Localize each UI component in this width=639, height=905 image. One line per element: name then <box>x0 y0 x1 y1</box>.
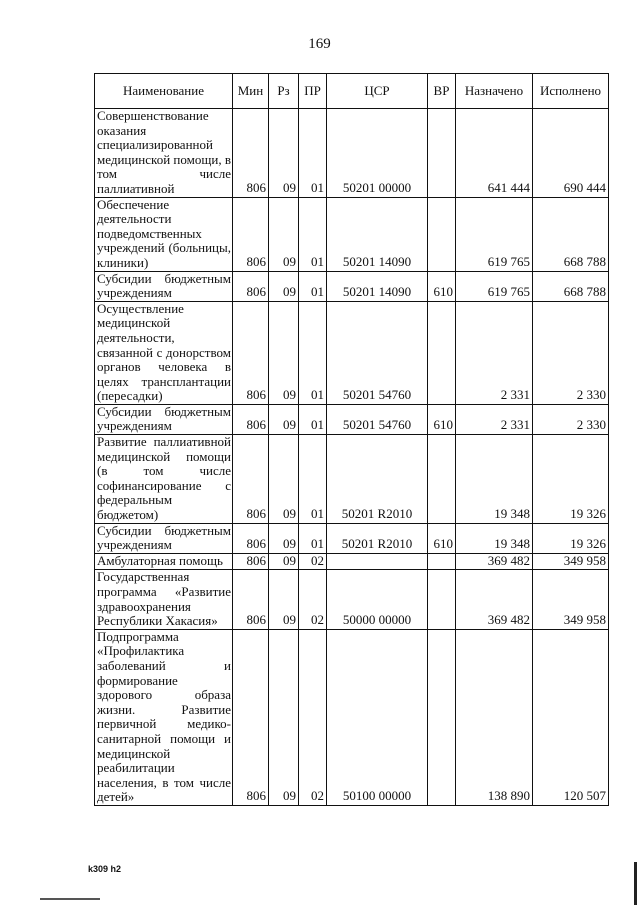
col-header-name: Наименование <box>95 74 233 109</box>
col-header-pr: ПР <box>299 74 327 109</box>
row-csr: 50100 00000 <box>327 629 428 805</box>
row-min: 806 <box>233 197 269 271</box>
row-executed: 19 326 <box>533 523 609 553</box>
row-csr: 50201 14090 <box>327 271 428 301</box>
row-pr: 01 <box>299 109 327 198</box>
row-name: Субсидии бюджетным учреждениям <box>95 404 233 434</box>
row-min: 806 <box>233 523 269 553</box>
row-vr <box>428 197 456 271</box>
table-row <box>95 301 609 404</box>
row-pr: 01 <box>299 301 327 404</box>
row-pr: 01 <box>299 435 327 524</box>
row-min: 806 <box>233 109 269 198</box>
row-rz: 09 <box>269 570 299 629</box>
row-csr: 50201 54760 <box>327 301 428 404</box>
row-assigned: 19 348 <box>456 435 533 524</box>
header-row <box>95 74 609 109</box>
table-row <box>95 404 609 434</box>
col-header-executed: Исполнено <box>533 74 609 109</box>
row-min: 806 <box>233 271 269 301</box>
row-min: 806 <box>233 629 269 805</box>
table-row <box>95 197 609 271</box>
row-assigned: 2 331 <box>456 301 533 404</box>
row-name: Субсидии бюджетным учреждениям <box>95 523 233 553</box>
budget-table <box>94 73 609 806</box>
row-pr: 02 <box>299 553 327 570</box>
row-min: 806 <box>233 570 269 629</box>
row-vr <box>428 301 456 404</box>
row-assigned: 619 765 <box>456 197 533 271</box>
footer-code: k309 h2 <box>88 864 122 874</box>
row-assigned: 619 765 <box>456 271 533 301</box>
scan-edge-mark <box>634 862 637 905</box>
col-header-rz: Рз <box>269 74 299 109</box>
row-pr: 02 <box>299 629 327 805</box>
row-rz: 09 <box>269 197 299 271</box>
scan-bottom-line <box>40 898 100 900</box>
col-header-vr: ВР <box>428 74 456 109</box>
row-min: 806 <box>233 553 269 570</box>
row-executed: 120 507 <box>533 629 609 805</box>
row-rz: 09 <box>269 435 299 524</box>
row-executed: 2 330 <box>533 404 609 434</box>
row-name: Субсидии бюджетным учреждениям <box>95 271 233 301</box>
row-name: Амбулаторная помощь <box>95 553 233 570</box>
table-row <box>95 109 609 198</box>
row-vr <box>428 570 456 629</box>
row-min: 806 <box>233 435 269 524</box>
row-rz: 09 <box>269 271 299 301</box>
col-header-assigned: Назначено <box>456 74 533 109</box>
row-rz: 09 <box>269 301 299 404</box>
row-assigned: 641 444 <box>456 109 533 198</box>
row-rz: 09 <box>269 629 299 805</box>
row-csr: 50201 R2010 <box>327 435 428 524</box>
col-header-min: Мин <box>233 74 269 109</box>
row-executed: 349 958 <box>533 553 609 570</box>
row-name: Подпрограмма «Профилактика заболеваний и формирование здорового образа жизни. Развитие первичной медико-санитарной помощи и медицинской реабилитации населения, в том числе детей» <box>95 629 233 805</box>
row-executed: 690 444 <box>533 109 609 198</box>
table-row <box>95 523 609 553</box>
row-name: Совершенствование оказания специализированной медицинской помощи, в том числе паллиативной <box>95 109 233 198</box>
row-min: 806 <box>233 301 269 404</box>
row-vr: 610 <box>428 271 456 301</box>
table-row <box>95 435 609 524</box>
row-csr: 50201 00000 <box>327 109 428 198</box>
row-assigned: 138 890 <box>456 629 533 805</box>
table-row <box>95 570 609 629</box>
row-name: Государственная программа «Развитие здравоохранения Республики Хакасия» <box>95 570 233 629</box>
row-min: 806 <box>233 404 269 434</box>
row-csr: 50201 54760 <box>327 404 428 434</box>
row-vr <box>428 553 456 570</box>
row-rz: 09 <box>269 109 299 198</box>
row-executed: 2 330 <box>533 301 609 404</box>
col-header-csr: ЦСР <box>327 74 428 109</box>
row-pr: 01 <box>299 197 327 271</box>
row-vr <box>428 435 456 524</box>
row-executed: 668 788 <box>533 197 609 271</box>
row-csr <box>327 553 428 570</box>
row-rz: 09 <box>269 404 299 434</box>
row-pr: 01 <box>299 523 327 553</box>
row-executed: 668 788 <box>533 271 609 301</box>
table-row <box>95 629 609 805</box>
row-vr: 610 <box>428 523 456 553</box>
row-csr: 50201 R2010 <box>327 523 428 553</box>
row-name: Осуществление медицинской деятельности, связанной с донорством органов человека в целях трансплантации (пересадки) <box>95 301 233 404</box>
row-executed: 349 958 <box>533 570 609 629</box>
row-name: Обеспечение деятельности подведомственных учреждений (больницы, клиники) <box>95 197 233 271</box>
page-number: 169 <box>308 36 331 52</box>
row-pr: 02 <box>299 570 327 629</box>
row-rz: 09 <box>269 523 299 553</box>
row-pr: 01 <box>299 271 327 301</box>
table-row <box>95 553 609 570</box>
row-name: Развитие паллиативной медицинской помощи (в том числе софинансирование с федеральным бюджетом) <box>95 435 233 524</box>
row-csr: 50201 14090 <box>327 197 428 271</box>
row-assigned: 369 482 <box>456 553 533 570</box>
row-pr: 01 <box>299 404 327 434</box>
row-assigned: 369 482 <box>456 570 533 629</box>
table-row <box>95 271 609 301</box>
row-vr <box>428 109 456 198</box>
row-csr: 50000 00000 <box>327 570 428 629</box>
row-executed: 19 326 <box>533 435 609 524</box>
row-vr <box>428 629 456 805</box>
row-assigned: 2 331 <box>456 404 533 434</box>
row-vr: 610 <box>428 404 456 434</box>
row-rz: 09 <box>269 553 299 570</box>
row-assigned: 19 348 <box>456 523 533 553</box>
